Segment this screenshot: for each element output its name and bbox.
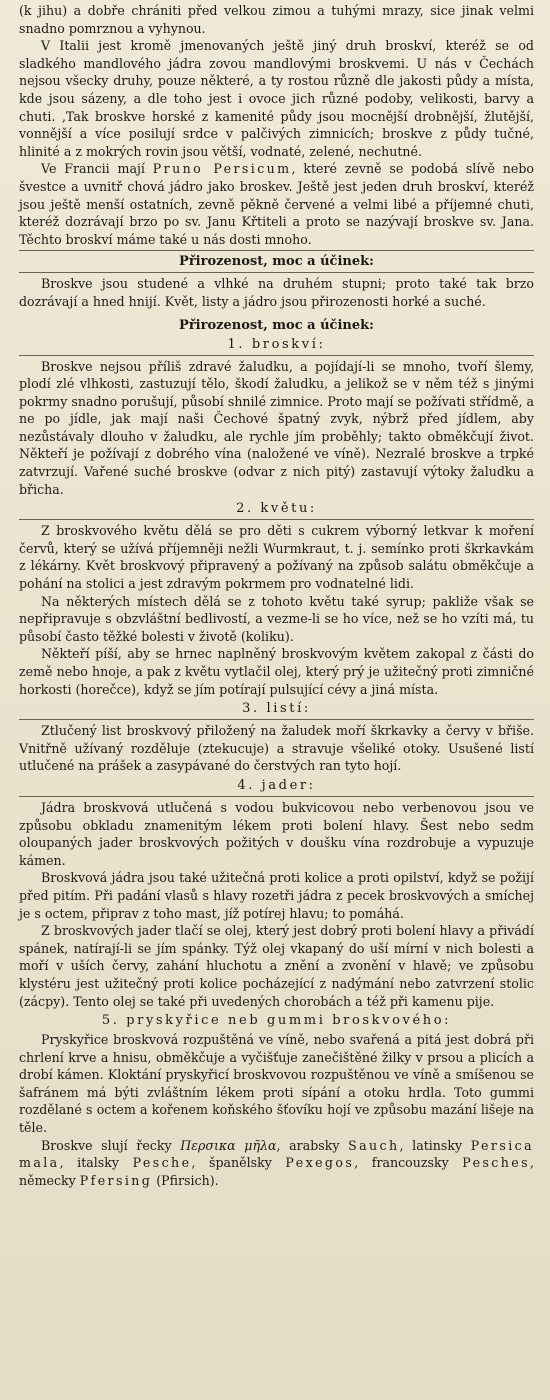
text-fragment: (Pfirsich). bbox=[152, 1172, 219, 1188]
paragraph-intro-2: V Italii jest kromě jmenovaných ještě jiný druh broskví, kteréž se od sladkého mandlového jádra zovou mandlovými broskvemi. U nás v Čechách nejsou všecky druhy, pouze některé, a ty rostou různě dle jakosti půdy a místa, kde jsou sázeny, a dle toho jest i ovoce jich různé podoby, velikosti, barvy a chuti. ‚Tak broskve horské z kamenité půdy jsou mocnější drobnější, žlutější, vonnější a více posilují srdce v palčivých zimnicích; broskve z půdy tučné, hlinité a z mokrých rovin jsou větší, vodnaté, zelené, nechutné. bbox=[19, 38, 534, 159]
paragraph-names bbox=[19, 1137, 534, 1190]
subheading-listi: 3. listí: bbox=[242, 701, 311, 717]
paragraph-intro-3 bbox=[19, 160, 534, 248]
divider-rule bbox=[19, 250, 534, 251]
paragraph-kvetu-1: Z broskvového květu dělá se pro děti s cukrem výborný letkvar k moření červů, který se užívá příjemněji nežli Wurmkraut, t. j. semínko proti škrkavkám z lékárny. Květ broskvový připravený a požívaný na způsob salátu obměkčuje a pohání na stolici a jest zdravým pokrmem pro vodnatelné lidi. bbox=[19, 523, 534, 592]
paragraph-kvetu-3: Někteří píší, aby se hrnec naplněný broskvovým květem zakopal z části do země nebo hnoje, a pak z květu vytlačil olej, který prý je užitečný proti zimničné horkosti (horečce), když se jím potírají pulsující cévy a jiná místa. bbox=[19, 646, 534, 697]
paragraph-intro-1: (k jihu) a dobře chrániti před velkou zimou a tuhými mrazy, sice jinak velmi snadno pomrznou a vyhynou. bbox=[19, 3, 534, 36]
paragraph-section-1: Broskve jsou studené a vlhké na druhém stupni; proto také tak brzo dozrávají a hned hnijí. Květ, listy a jádro jsou přirozenosti horké a suché. bbox=[19, 276, 534, 309]
divider-rule bbox=[19, 719, 534, 720]
latin-name-pruno-persicum: Pruno Persicum bbox=[152, 161, 292, 177]
text-fragment: , německy bbox=[19, 1155, 535, 1188]
paragraph-jader-3: Z broskvových jader tlačí se olej, který jest dobrý proti bolení hlavy a přivádí spánek, natírají-li se jím spánky. Týž olej vkapaný do uší mírní v nich bolesti a moří v uších červy, zahání hluchotu a znění a zvonění v hlavě; ve způsobu klystéru jest užitečný proti kolice pocházející z nadýmání nebo zatvrzení stolic (zácpy). Tento olej se také při uvedených chorobách a též při kamenu pije. bbox=[19, 923, 534, 1009]
subheading-kvetu: 2. květu: bbox=[236, 501, 317, 517]
subheading-jader: 4. jader: bbox=[237, 777, 316, 793]
latin-name: Persica mala bbox=[19, 1137, 534, 1171]
divider-rule bbox=[19, 272, 534, 273]
paragraph-pryskyrice: Pryskyřice broskvová rozpuštěná ve víně, nebo svařená a pitá jest dobrá při chrlení krve a hnisu, obměkčuje a vyčišťuje zanečištěné žilky v prsou a plicích a drobí kámen. Kloktání pryskyřicí broskvovou rozpuštěnou ve víně a smíšenou se šafránem má býti zvláštním lékem proti sípání a otoku hrdla. Toto gummi rozdělané s octem a kořenem koňského šťovíku hojí ve způsobu mazání lišeje na těle. bbox=[19, 1032, 534, 1136]
paragraph-jader-2: Broskvová jádra jsou také užitečná proti kolice a proti opilství, když se požijí před pitím. Při padání vlasů s hlavy rozetři jádra z pecek broskvových a smíchej je s octem, připrav z toho mast, jíž potírej hlavu; to pomáhá. bbox=[19, 870, 534, 921]
subheading-broskvi: 1. broskví: bbox=[227, 336, 326, 352]
german-name: Pfersing bbox=[79, 1172, 153, 1188]
text-fragment: , italsky bbox=[59, 1155, 133, 1171]
section-heading-2: Přirozenost, moc a účinek: bbox=[179, 317, 374, 333]
text-fragment: , latinsky bbox=[399, 1137, 471, 1153]
paragraph-kvetu-2: Na některých místech dělá se z tohoto květu také syrup; pakliže však se nepřipravuje s obzvláštní bedlivostí, a vezme-li se ho více, než se ho vzíti má, tu působí často těžké bolesti v životě (koliku). bbox=[19, 593, 534, 644]
text-fragment: , arabsky bbox=[276, 1137, 349, 1153]
text-fragment: , které zevně se podobá slívě nebo švestce a uvnitř chová jádro jako broskev. Ještě jest jeden druh broskví, kteréž jsou ještě menší ostatních, zevně pěkně červené a velmi libé a příjemné chuti, kteréž dozrávají brzo po sv. Janu Křtiteli a proto se nazývají broskve sv. Jana. Těchto broskví máme také u nás dosti mnoho. bbox=[19, 161, 534, 247]
paragraph-jader-1: Jádra broskvová utlučená s vodou bukvicovou nebo verbenovou jsou ve způsobu obkladu znamenitým lékem proti bolení hlavy. Šest nebo sedm oloupaných jader broskvových požitých v doušku vína rozdrobuje a vypuzuje kámen. bbox=[19, 799, 534, 868]
paragraph-broskvi: Broskve nejsou příliš zdravé žaludku, a pojídají-li se mnoho, tvoří šlemy, plodí zlé vlhkosti, zastuzují tělo, škodí žaludku, a jelikož se v něm též s jinými pokrmy snadno porušují, působí shnilé zimnice. Proto mají se požívati střídmě, a ne po jídle, jak mají naši Čechové špatný zvyk, nýbrž před jídlem, aby nezůstávaly dlouho v žaludku, ale rychle jím proběhly; takto obměkčují život. Někteří je požívají z dobrého vína (naložené ve víně). Nezralé broskve a trpké zatvrzují. Vařené suché broskve (odvar z nich pitý) zastavují výtoky žaludku a břicha. bbox=[19, 358, 534, 497]
text-fragment: Ve Francii mají bbox=[41, 161, 153, 177]
arabic-name: Sauch bbox=[348, 1137, 400, 1153]
french-name: Pesches bbox=[462, 1155, 530, 1171]
italian-name: Pesche bbox=[132, 1155, 192, 1171]
greek-name: Περσικα μῆλα bbox=[180, 1137, 277, 1153]
text-fragment: , francouzsky bbox=[354, 1155, 463, 1171]
text-fragment: , španělsky bbox=[191, 1155, 286, 1171]
divider-rule bbox=[19, 796, 534, 797]
section-heading-1: Přirozenost, moc a účinek: bbox=[179, 254, 374, 270]
divider-rule bbox=[19, 519, 534, 520]
subheading-pryskyrice: 5. pryskyřice neb gummi broskvového: bbox=[101, 1013, 452, 1029]
text-fragment: Broskve slují řecky bbox=[41, 1137, 181, 1153]
paragraph-listi: Ztlučený list broskvový přiložený na žaludek moří škrkavky a červy v břiše. Vnitřně užívaný rozděluje (ztekucuje) a stravuje všeliké otoky. Usušené listí utlučené na prášek a zasypávané do čerstvých ran tyto hojí. bbox=[19, 723, 534, 774]
spanish-name: Pexegos bbox=[285, 1155, 355, 1171]
divider-rule bbox=[19, 355, 534, 356]
